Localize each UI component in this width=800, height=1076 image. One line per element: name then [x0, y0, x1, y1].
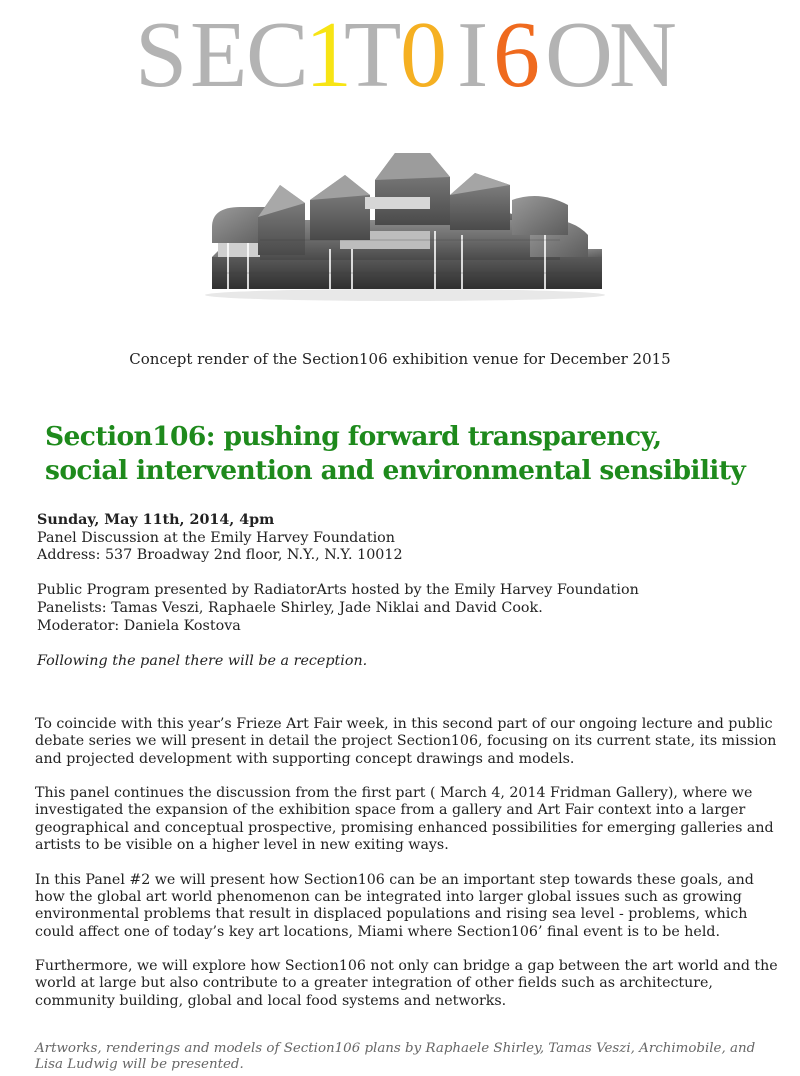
logo-letter: I [457, 3, 489, 90]
concept-render-image [200, 145, 610, 315]
headline-line-1: Section106: pushing forward transparency, [45, 421, 662, 452]
event-reception: Following the panel there will be a reception. [37, 652, 368, 669]
event-address: Address: 537 Broadway 2nd floor, N.Y., N.Y. 10012 [37, 547, 403, 564]
logo-letter: T [344, 3, 402, 90]
logo-letter: E [190, 3, 248, 90]
logo-letter: 0 [400, 3, 447, 90]
event-date: Sunday, May 11th, 2014, 4pm [37, 512, 275, 528]
spacer [37, 635, 777, 653]
event-details [37, 512, 777, 670]
paragraph-3-rest: how the global art world phenomenon can be integrated into larger global issues such as growing environmental problems that result in displaced populations and rising sea level - problems, which could affect one of today’s key art locations, Miami where Section106’ final event is to be held. [35, 888, 748, 940]
event-panelists: Panelists: Tamas Veszi, Raphaele Shirley, Jade Niklai and David Cook. [37, 599, 543, 616]
logo-letter: 1 [305, 3, 352, 90]
headline [45, 420, 785, 488]
section106-logo [0, 0, 800, 90]
paragraph-4: Furthermore, we will explore how Section106 not only can bridge a gap between the art world and the world at large but also contribute to a greater integration of other fields such as architecture, community building, global and local food systems and networks. [35, 958, 778, 1009]
event-moderator: Moderator: Daniela Kostova [37, 617, 241, 634]
logo-letter: N [609, 3, 677, 90]
paragraph-3 [35, 872, 790, 941]
paragraph-3-line-1: In this Panel #2 we will present how Section106 can be an important step towards these goals, and [35, 871, 754, 888]
logo-letter: C [246, 3, 309, 90]
logo-letter: O [545, 3, 613, 90]
headline-line-2: social intervention and environmental sensibility [45, 455, 746, 486]
event-title: Panel Discussion at the Emily Harvey Foundation [37, 529, 395, 546]
event-program: Public Program presented by RadiatorArts hosted by the Emily Harvey Foundation [37, 582, 639, 599]
logo-letter: 6 [493, 3, 540, 90]
paragraph-2: This panel continues the discussion from the first part ( March 4, 2014 Fridman Gallery), where we investigated the expansion of the exhibition space from a gallery and Art Fair context into a larger geographical and conceptual prospective, promising enhanced possibilities for emerging galleries and artists to be visible on a higher level in new exiting ways. [35, 785, 774, 854]
spacer [37, 565, 777, 583]
paragraph-1: To coincide with this year’s Frieze Art Fair week, in this second part of our ongoing lecture and public debate series we will present in detail the project Section106, focusing on its current state, its mission and projected development with supporting concept drawings and models. [35, 716, 777, 767]
logo-letter: S [135, 3, 188, 90]
render-caption: Concept render of the Section106 exhibition venue for December 2015 [129, 350, 671, 368]
credits-footer: Artworks, renderings and models of Section106 plans by Raphaele Shirley, Tamas Veszi, Archimobile, and Lisa Ludwig will be presented. [35, 1041, 756, 1072]
article-body [35, 716, 790, 1027]
